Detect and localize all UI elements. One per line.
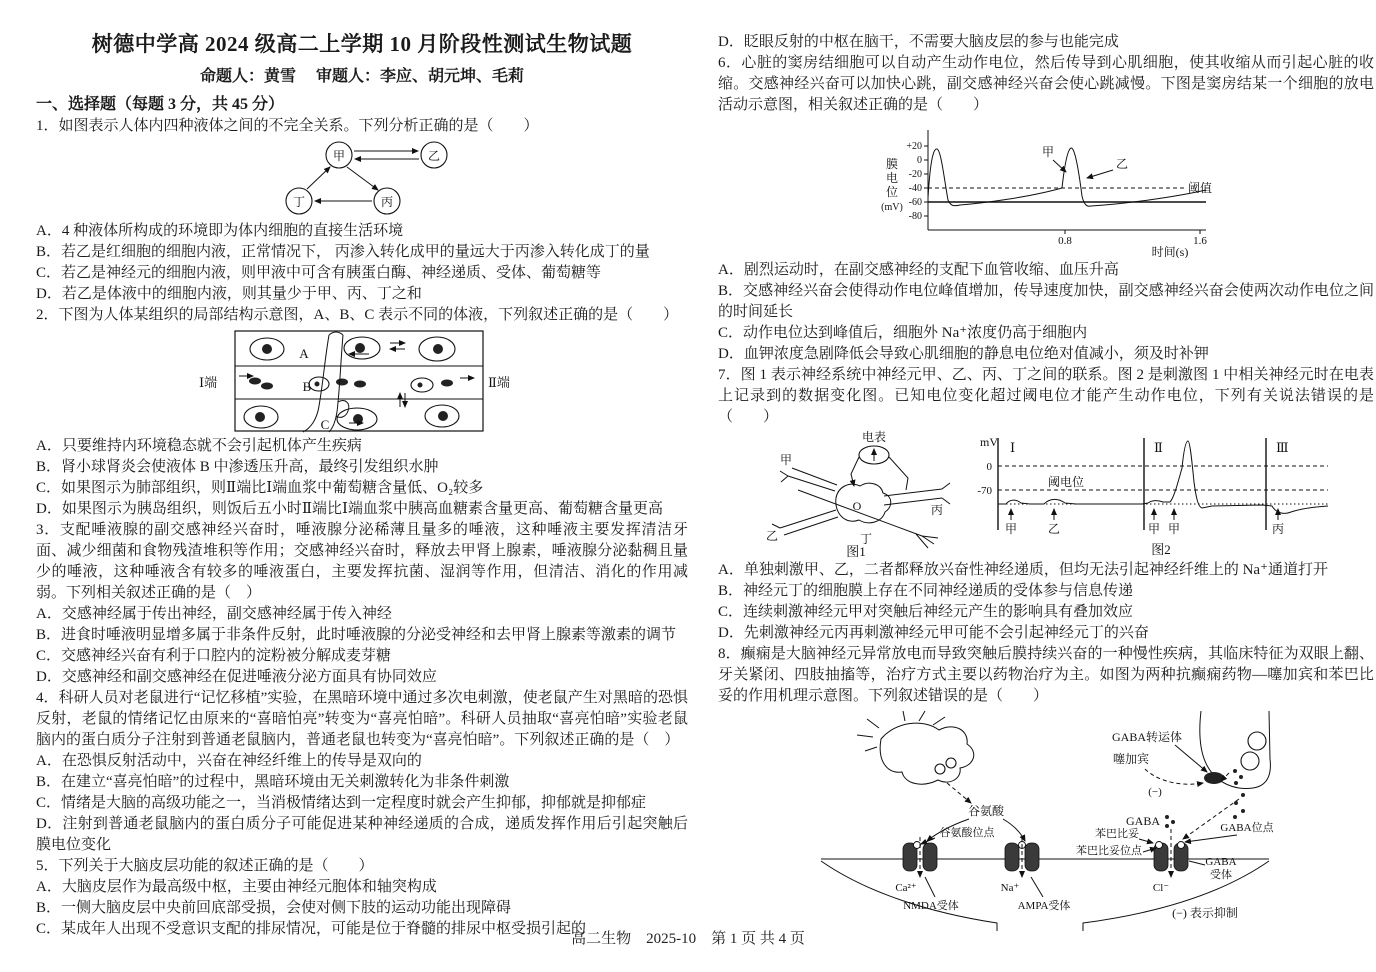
xtick: 1.6 bbox=[1193, 235, 1207, 247]
glutamate-label: 谷氨酸 bbox=[967, 804, 1005, 818]
fluid-nodes bbox=[286, 142, 447, 214]
q8-synapse-drug-diagram bbox=[809, 709, 1283, 931]
ylabel-unit: (mV) bbox=[881, 202, 903, 213]
q4-option-b: B．在建立“喜亮怕暗”的过程中，黑暗环境由无关刺激转化为非条件刺激 bbox=[36, 774, 510, 790]
q4-stem: 4．科研人员对老鼠进行“记忆移植”实验，在黑暗环境中通过多次电刺激，使老鼠产生对黑暗的恐惧反射，老鼠的情绪记忆由原来的“喜暗怕亮”转变为“喜亮怕暗”。科研人员抽取“喜亮怕暗”实验老鼠脑内的蛋白质分子注射到普通老鼠脑内，普通老鼠也转变为“喜亮怕暗”。下列叙述正确的是（ ） bbox=[36, 690, 688, 748]
nmda-receptor bbox=[895, 837, 958, 912]
gaba-receptor bbox=[1153, 829, 1237, 894]
right-column bbox=[718, 24, 1374, 940]
glutamatergic-terminal bbox=[857, 711, 974, 803]
label-B: B bbox=[302, 379, 312, 394]
q1-option-b: B．若乙是红细胞的细胞内液，正常情况下， 丙渗入转化成甲的量远大于丙渗入转化成丁的量 bbox=[36, 244, 650, 260]
q2-tissue-diagram bbox=[197, 328, 527, 434]
q2-option-b: B．肾小球肾炎会使液体 B 中渗透压升高，最终引发组织水肿 bbox=[36, 459, 439, 475]
postsynaptic-cell bbox=[821, 859, 1269, 931]
q6-figure bbox=[718, 118, 1374, 258]
left-column bbox=[36, 24, 688, 940]
q3-option-c: C．交感神经兴奋有利于口腔内的淀粉被分解成麦芽糖 bbox=[36, 648, 392, 664]
region-I: Ⅰ bbox=[1010, 440, 1016, 455]
ytick: +20 bbox=[906, 141, 922, 152]
stim-label: 乙 bbox=[1047, 522, 1061, 536]
y-tick-labels bbox=[906, 141, 922, 222]
q7-option-c: C．连续刺激神经元甲对突触后神经元产生的影响具有叠加效应 bbox=[718, 604, 1134, 620]
x-axis-label: 时间(s) bbox=[1151, 245, 1189, 258]
q6-option-c: C．动作电位达到峰值后，细胞外 Na⁺浓度仍高于细胞内 bbox=[718, 325, 1088, 341]
q6-option-b: B．交感神经兴奋会使得动作电位峰值增加，传导速度加快，副交感神经兴奋会使两次动作电位之间的时间延长 bbox=[718, 283, 1374, 320]
q5-option-c: C．某成年人出现不受意识支配的排尿情况，可能是位于脊髓的排尿中枢受损引起的 bbox=[36, 921, 587, 937]
fig1-caption: 图1 bbox=[846, 544, 866, 558]
q1-option-c: C．若乙是神经元的细胞内液，则甲液中可含有胰蛋白酶、神经递质、受体、葡萄糖等 bbox=[36, 265, 602, 281]
node-bing: 丙 bbox=[380, 195, 394, 209]
q5-stem: 5．下列关于大脑皮层功能的叙述正确的是（ ） bbox=[36, 858, 374, 874]
ylabel-char: 电 bbox=[885, 171, 899, 185]
tick-0: 0 bbox=[986, 461, 992, 473]
q7-stem: 7．图 1 表示神经系统中神经元甲、乙、丙、丁之间的联系。图 2 是刺激图 1 中相关神经元时在电表上记录到的数据变化图。已知电位变化超过阈电位才能产生动作电位，下列有关说法错误的是（ ） bbox=[718, 367, 1374, 425]
tick-70: -70 bbox=[977, 485, 992, 497]
glutamate-site-label: 谷氨酸位点 bbox=[939, 827, 995, 839]
curve-label-jia: 甲 bbox=[1041, 145, 1055, 159]
q7-fig2-recording-chart bbox=[966, 430, 1336, 558]
stim-label: 甲 bbox=[1167, 522, 1181, 536]
q1-fluid-diagram bbox=[247, 139, 477, 219]
q3-option-d: D．交感神经和副交感神经在促进唾液分泌方面具有协同效应 bbox=[36, 669, 437, 685]
soma bbox=[836, 483, 891, 523]
q4-option-d: D．注射到普通老鼠脑内的蛋白质分子可能促进某种神经递质的合成，递质发挥作用后引起突触后膜电位变化 bbox=[36, 816, 688, 853]
gaba-label: GABA bbox=[1125, 814, 1161, 828]
q4-option-a: A．在恐惧反射活动中，兴奋在神经纤维上的传导是双向的 bbox=[36, 753, 422, 769]
q1-figure bbox=[36, 139, 688, 219]
q7-fig1-neuron-diagram bbox=[756, 430, 956, 558]
label-A: A bbox=[299, 346, 309, 361]
node-jia: 甲 bbox=[332, 149, 346, 163]
axon-jia bbox=[780, 453, 837, 491]
q6-option-a: A．剧烈运动时，在副交感神经的支配下血管收缩、血压升高 bbox=[718, 262, 1119, 278]
q2-stem: 2．下图为人体某组织的局部结构示意图，A、B、C 表示不同的体液，下列叙述正确的是（ ） bbox=[36, 307, 679, 323]
q2-option-c: C．如果图示为肺部组织，则Ⅱ端比Ⅰ端血浆中葡萄糖含量低、O₂较多 bbox=[36, 480, 484, 496]
ca-ion-label: Ca²⁺ bbox=[895, 882, 917, 894]
ytick: -40 bbox=[908, 183, 922, 194]
tiagabine-inhibit-sign: (−) bbox=[1148, 786, 1162, 798]
q7-figures bbox=[718, 430, 1374, 558]
galvanometer-label: 电表 bbox=[861, 430, 887, 444]
y-axis-label bbox=[881, 157, 903, 213]
q8-figure bbox=[718, 709, 1374, 931]
ampa-receptor bbox=[1001, 837, 1071, 912]
gaba-receptor-label-2: 受体 bbox=[1210, 869, 1232, 881]
axon-ding bbox=[798, 490, 938, 548]
stim-label: 甲 bbox=[1147, 522, 1161, 536]
ytick: -60 bbox=[908, 197, 922, 208]
q4-option-c: C．情绪是大脑的高级功能之一，当消极情绪达到一定程度时就会产生抑郁，抑郁就是抑郁症 bbox=[36, 795, 647, 811]
q1-stem: 1．如图表示人体内四种液体之间的不完全关系。下列分析正确的是（ ） bbox=[36, 118, 539, 134]
threshold-label: 阈值 bbox=[1188, 181, 1213, 195]
label-bing: 丙 bbox=[930, 503, 944, 517]
q2-option-d: D．如果图示为胰岛组织，则饭后五小时Ⅱ端比Ⅰ端血浆中胰高血糖素含量更高、葡萄糖含量更高 bbox=[36, 501, 663, 517]
authors-line: 命题人：黄雪 审题人：李应、胡元坤、毛莉 bbox=[199, 68, 524, 85]
stim-label: 甲 bbox=[1004, 522, 1018, 536]
xtick: 0.8 bbox=[1058, 235, 1072, 247]
threshold-label: 阈电位 bbox=[1047, 475, 1085, 489]
label-jia: 甲 bbox=[779, 453, 793, 467]
phenobarbital-site-label: 苯巴比妥位点 bbox=[1076, 845, 1142, 857]
ylabel-char: 位 bbox=[885, 185, 899, 199]
q7-option-b: B．神经元丁的细胞膜上存在不同神经递质的受体参与信息传递 bbox=[718, 583, 1134, 599]
inhibition-legend: (−) 表示抑制 bbox=[1172, 906, 1238, 920]
label-yi: 乙 bbox=[765, 529, 779, 543]
q5-option-a: A．大脑皮层作为最高级中枢，主要由神经元胞体和轴突构成 bbox=[36, 879, 437, 895]
q2-option-a: A．只要维持内环境稳态就不会引起机体产生疾病 bbox=[36, 438, 362, 454]
label-O: O bbox=[852, 499, 862, 513]
ytick: 0 bbox=[917, 155, 922, 166]
q3-option-b: B．进食时唾液明显增多属于非条件反射，此时唾液腺的分泌受神经和去甲肾上腺素等激素的调节 bbox=[36, 627, 677, 643]
page-footer: 高二生物 2025-10 第 1 页 共 4 页 bbox=[571, 931, 805, 947]
fluid-arrows bbox=[307, 151, 419, 201]
stim-label: 丙 bbox=[1271, 522, 1285, 536]
region-II: Ⅱ bbox=[1154, 440, 1163, 455]
tiagabine-label: 噻加宾 bbox=[1112, 752, 1150, 766]
label-end-I: Ⅰ端 bbox=[199, 375, 218, 390]
ytick: -20 bbox=[908, 169, 922, 180]
section-heading: 一、选择题（每题 3 分，共 45 分） bbox=[36, 96, 285, 113]
q1-option-a: A．4 种液体所构成的环境即为体内细胞的直接生活环境 bbox=[36, 223, 404, 239]
nmda-label: NMDA受体 bbox=[903, 900, 959, 912]
label-end-II: Ⅱ端 bbox=[488, 375, 510, 390]
label-ding: 丁 bbox=[859, 532, 873, 546]
gaba-transporter-label: GABA转运体 bbox=[1111, 730, 1183, 744]
gaba-site-label: GABA位点 bbox=[1220, 822, 1274, 834]
phenobarbital-label: 苯巴比妥 bbox=[1095, 828, 1139, 840]
node-ding: 丁 bbox=[292, 195, 306, 209]
region-III: Ⅲ bbox=[1276, 440, 1289, 455]
unit-label: mV bbox=[980, 435, 998, 449]
label-C: C bbox=[320, 417, 330, 432]
q7-option-a: A．单独刺激甲、乙，二者都释放兴奋性神经递质，但均无法引起神经纤维上的 Na⁺通道打开 bbox=[718, 562, 1328, 578]
ylabel-char: 膜 bbox=[885, 157, 899, 171]
ytick: -80 bbox=[908, 211, 922, 222]
q8-stem: 8．癫痫是大脑神经元异常放电而导致突触后膜持续兴奋的一种慢性疾病，其临床特征为双眼上翻、牙关紧闭、四肢抽搐等，治疗方式主要以药物治疗为主。如图为两种抗癫痫药物—噻加宾和苯巴比妥的作用机理示意图。下列叙述错误的是（ ） bbox=[718, 646, 1374, 704]
fig2-caption: 图2 bbox=[1151, 542, 1171, 557]
axon-bing bbox=[884, 483, 950, 517]
cl-ion-label: Cl⁻ bbox=[1152, 882, 1170, 894]
q5-option-d: D．眨眼反射的中枢在脑干，不需要大脑皮层的参与也能完成 bbox=[718, 34, 1119, 50]
q3-stem: 3．支配唾液腺的副交感神经兴奋时，唾液腺分泌稀薄且量多的唾液，这种唾液主要发挥清洁牙面、减少细菌和食物残渣堆积等作用；交感神经兴奋时，释放去甲肾上腺素，唾液腺分泌黏稠且量少的唾液，这种唾液含有较多的唾液蛋白，主要发挥抗菌、湿润等作用，但清洁、消化的作用减弱。下列相关叙述正确的是（ ） bbox=[36, 522, 688, 601]
ampa-label: AMPA受体 bbox=[1017, 900, 1071, 912]
node-yi: 乙 bbox=[427, 149, 441, 163]
gaba-receptor-label-1: GABA bbox=[1205, 856, 1237, 868]
potential-curve bbox=[928, 148, 1206, 206]
axon-yi bbox=[766, 510, 838, 543]
q6-membrane-potential-chart bbox=[870, 118, 1222, 258]
q2-figure bbox=[36, 328, 688, 434]
q6-option-d: D．血钾浓度急剧降低会导致心肌细胞的静息电位绝对值减小，须及时补钾 bbox=[718, 346, 1209, 362]
q7-option-d: D．先刺激神经元丙再刺激神经元甲可能不会引起神经元丁的兴奋 bbox=[718, 625, 1149, 641]
page-title: 树德中学高 2024 级高二上学期 10 月阶段性测试生物试题 bbox=[91, 32, 633, 56]
gabaergic-terminal bbox=[1183, 711, 1270, 839]
q3-option-a: A．交感神经属于传出神经，副交感神经属于传入神经 bbox=[36, 606, 392, 622]
na-ion-label: Na⁺ bbox=[1000, 882, 1020, 894]
curve-label-yi: 乙 bbox=[1116, 157, 1129, 171]
axes bbox=[924, 130, 1206, 234]
q6-stem: 6．心脏的窦房结细胞可以自动产生动作电位，然后传导到心肌细胞，使其收缩从而引起心脏的收缩。交感神经兴奋可以加快心跳，副交感神经兴奋会使心跳减慢。下图是窦房结某一个细胞的放电活动示意图，相关叙述正确的是（ ） bbox=[718, 55, 1374, 113]
q5-option-b: B．一侧大脑皮层中央前回底部受损，会使对侧下肢的运动功能出现障碍 bbox=[36, 900, 512, 916]
q1-option-d: D．若乙是体液中的细胞内液，则其量少于甲、丙、丁之和 bbox=[36, 286, 422, 302]
